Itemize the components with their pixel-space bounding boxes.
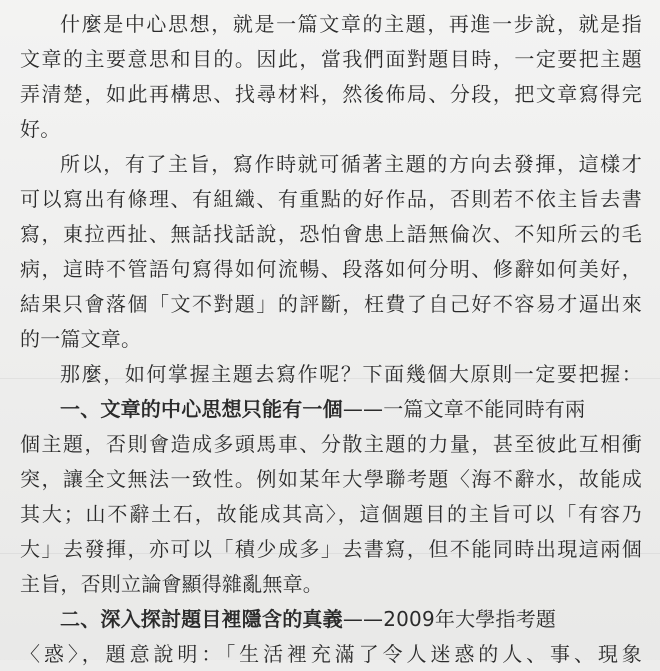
principle-1-line-4: 其大；山不辭土石，故能成其高〉，這個題目的主旨可以「有容乃 <box>20 502 642 526</box>
principle-1-heading: 一、文章的中心思想只能有一個 <box>60 397 343 421</box>
paragraph-2-line-4: 病，這時不管語句寫得如何流暢、段落如何分明、修辭如何美好， <box>20 257 642 281</box>
paragraph-2-line-2: 可以寫出有條理、有組織、有重點的好作品，否則若不依主旨去書 <box>20 187 642 211</box>
principle-2-heading: 二、深入探討題目裡隱含的真義 <box>60 607 343 631</box>
principle-1-line-5: 大」去發揮，亦可以「積少成多」去書寫，但不能同時出現這兩個 <box>20 537 642 561</box>
paragraph-2-line-3: 寫，東拉西扯、無話找話說，恐怕會患上語無倫次、不知所云的毛 <box>20 222 642 246</box>
paragraph-1-line-3: 弄清楚，如此再構思、找尋材料，然後佈局、分段，把文章寫得完 <box>20 82 642 106</box>
paragraph-1-line-4: 好。 <box>20 117 61 141</box>
paragraph-1-line-2: 文章的主要意思和目的。因此，當我們面對題目時，一定要把主題 <box>20 47 642 71</box>
principle-2-line-2: 〈惑〉，題意說明：「生活裡充滿了令人迷惑的人、事、現象 <box>20 642 642 666</box>
principle-1-lead: ——一篇文章不能同時有兩 <box>342 397 586 421</box>
paragraph-2-line-1: 所以，有了主旨，寫作時就可循著主題的方向去發揮，這樣才 <box>60 152 642 176</box>
paragraph-1-line-1: 什麼是中心思想，就是一篇文章的主題，再進一步說，就是指 <box>60 12 642 36</box>
paragraph-2-line-5: 結果只會落個「文不對題」的評斷，枉費了自己好不容易才逼出來 <box>20 292 642 316</box>
paragraph-3-line-1: 那麼，如何掌握主題去寫作呢？下面幾個大原則一定要把握： <box>60 362 642 386</box>
principle-1-line-3: 突，讓全文無法一致性。例如某年大學聯考題〈海不辭水，故能成 <box>20 467 642 491</box>
principle-2-line-1 <box>60 602 642 636</box>
principle-2-lead: ——2009年大學指考題 <box>342 607 557 631</box>
principle-1-line-2: 個主題，否則會造成多頭馬車、分散主題的力量，甚至彼此互相衝 <box>20 432 642 456</box>
principle-1-line-6: 主旨，否則立論會顯得雜亂無章。 <box>20 572 323 596</box>
principle-1-line-1 <box>60 392 642 426</box>
paragraph-2-line-6: 的一篇文章。 <box>20 327 142 351</box>
